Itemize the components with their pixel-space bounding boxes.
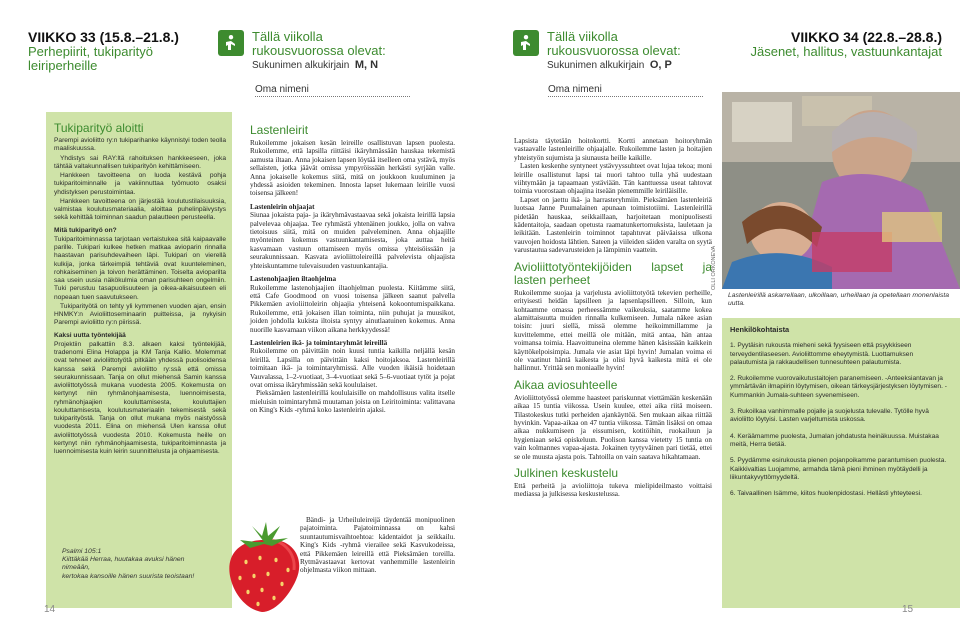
paragraph: Hankkeen tavoitteena on järjestää koulutustilaisuuksia, valmistaa koulutusmateriaalia, aloittaa puhelinpäivystys sekä kehittää toiminnan saadun palautteen perusteella.: [54, 197, 226, 222]
prayer-item: 6. Taivaallinen Isämme, kiitos huolenpidostasi. Hellästi yhteyteesi.: [730, 490, 922, 498]
left-week-subtitle-1: Perhepiirit, tukiparityö: [28, 44, 153, 59]
paragraph: Tukiparitoiminnassa tarjotaan vertaistukea sitä kaipaavalle parille. Tukipari kulkee hetken matkaa avioparin rinnalla haastavan parisuhdevaiheen läpi. Tukipari on vierellä kulkija, jonka tärkeimpiä tehtäviä ovat kuunteleminen, rohkaiseminen ja toivon herättäminen. Toiselta avioparilta saa usein uusia näkökulmia oman parisuhteen ongelmiin. Tuki perustuu tasapuolisuuteen ja oikea-aikaisuuteen eli nopeaan tuen saavutukseen.: [54, 235, 226, 301]
right-week-header: [750, 30, 942, 59]
prayer-line-1: Tällä viikolla: [547, 29, 618, 44]
paragraph: Rukoilemme suojaa ja varjelusta avioliittotyötä tekevien perheille, erityisesti heidän lapsilleen ja lapsenlapsilleen. Silloin, kun kohtaamme omassa perheessämme vaikeuksia, saatamme kokea alamittaisuutta muiden rinnalla kulkemiseen. Jumala näkee asian toisin: juuri siellä, missä olemme heikoimmillamme ja kuvittelemme, ettei meillä ole mitään, mitä antaa, hän antaa voimansa toimia. Haavoittuneina olemme hänen käsissään kaikkein käyttökelpoisimpia. Jumala vie asiat läpi hyvin! Jumalan voima ei ole vaatinut häntä kaikesta ja olisi hyvä kaikesta mitä ei ole hallinnut. Yrittää sen moniaalle hyvin!: [514, 288, 712, 373]
own-name-right[interactable]: Oma nimeni: [548, 84, 703, 97]
paragraph: Rukoilemme jokaisen kesän leireille osallistuvan lapsen puolesta. Rukoilemme, että lapsilla riittäisi ikäryhmässään hauskaa tekemistä aamusta iltaan. Anna jokaisen lapsen löytää itselleen oma ystävä, myös sellaisten, jotka jäävät omissa ympyröissään herkästi syrjään valle. Anna jokaiselle kokemus siitä, mitä on joukkoon kuuluminen ja yhdessä asioiden tekeminen. Innosta lapset lukemaan leirille vuosi toisensa jälkeen!: [250, 139, 455, 198]
right-prayer-box: [513, 30, 681, 73]
left-week-title: VIIKKO 33 (15.8.–21.8.): [28, 29, 179, 45]
paragraph: Lapsista täytetään hoitokortti. Kortti annetaan hoitoryhmän vastaavalle lastenleirille ohjaajalle. Rukoilemme lasten ja hoitajien yhteistyön sujumista ja siunausta heille kaikille.: [514, 137, 712, 162]
subheading: Lastenleirien ikä- ja toimintaryhmät leireillä: [250, 338, 388, 347]
prayer-item: 5. Pyydämme esirukousta pienen pojanpoikamme parantumisen puolesta. Kaikkivaltias Luojamme, armahda tämä pieni ihminen myötäydelli ja liikuntakyvyttömyydeltä.: [730, 457, 947, 481]
psalm-line: nimeään,: [62, 564, 90, 572]
henkilokohtaista-article: [730, 326, 952, 506]
subheading: Lastenleirin ohjaajat: [250, 202, 315, 211]
paragraph: Pieksämäen lastenleirillä koululaisille on mahdollisuus valita itselle mieluisin toimintaryhmä muutaman joista on Leiritoiminta: valittavana on King's Kids -ryhmä koko lastenleirin ajaksi.: [250, 389, 455, 415]
prayer-line-1: Tällä viikolla: [252, 29, 323, 44]
prayer-item: 1. Pyytäisin rukousta mieheni sekä fyysiseen että psyykkiseen terveydentilaseesen. Avioliittomme eheytymistä. Luottamuksen palautumista ja rakkaudellisen tunnesuhteen palautumista.: [730, 342, 914, 366]
page-number-left: 14: [44, 604, 56, 615]
paragraph: Lapset on jaettu ikä- ja harrasteryhmiin. Pieksämäen lastenleiriä luotsaa Janne Puumalainen apunaan toimistotiimi. Lastenleirillä pidetään hauskaa, seikkaillaan, harjoitetaan monipuolisesti kädentaitoja, saadaan opetusta raamatunkertomuksista, lauletaan ja leikitään. Lastenleirin toiminnot tapahtuvat päiväaissa ulkona vauvojen hoidosta lähtien. Sateen ja viileiden säiden varalta on syytä varustautua sadevarusteiden ja lämpimin vaattein.: [514, 195, 712, 255]
right-week-subtitle: Jäsenet, hallitus, vastuunkantajat: [750, 44, 942, 59]
surname-letters: M, N: [354, 59, 379, 71]
paragraph: Rukoilemme on päivittäin noin kuusi tuntia kaikilla neljällä kesän leirillä. Lapsilla on päivittäin kaksi hoitojaksoa. Lastenleirillä toimitaan ikä- ja toimintaryhmissä. Alle vuoden ikäisiä hoidetaan Vauvalassa, 1–2-vuotiaat, 3–4-vuotiaat sekä 5–6-vuotiaat tytöt ja pojat ovat omissa ikäryhmissään sekä koululaiset.: [250, 347, 455, 389]
lastenleirit-heading: Lastenleirit: [250, 123, 309, 137]
psalm-line: Kiittäkää Herraa, huutakaa avuksi hänen: [62, 556, 185, 564]
paragraph: Hankkeen tavoitteena on luoda kestävä pohja tukiparitoiminnalle ja vakiinnuttaa työmuoto osaksi yhdistyksen perustoimintaa.: [54, 172, 226, 196]
surname-letters: O, P: [649, 59, 672, 71]
lastenleirit-continued: [300, 516, 455, 575]
strawberry-image: [222, 518, 306, 614]
psalm-quote: [62, 548, 222, 581]
right-text-column: [514, 137, 712, 499]
tukiparityo-article: [54, 122, 226, 457]
left-week-header: [28, 30, 179, 73]
prayer-item: 4. Keräämamme puolesta, Jumalan johdatusta heinäkuussa. Muistakaa meitä, Herra tietää.: [730, 432, 939, 448]
left-prayer-box: [218, 30, 386, 73]
paragraph: Siunaa jokaista paja- ja ikäryhmävastaavaa sekä jokaista leirillä lapsia palvelevaa ohjaajaa. Tee ryhmästä yhtenäinen joukko, jolla on vahva tietoisuus siitä, mitä on muiden palveleminen. Anna ohjaajille myönteinen kokemus vastuunkantamisesta, joka auttaa heitä kasvamaan vastuun ottamiseen myös omissa yhteisöissään ja seurakunnissaan. Kasvata avioliittoleireillä palvelevista ohjaajista yhteiskuntamme tulevaisuuden vastuunkantajia.: [250, 211, 455, 270]
paragraph: Tukiparityötä on tehty yli kymmenen vuoden ajan, ensin HNMKY:n Avioliittoseminaarin puitteissa, ja nykyisin Parempi avioliitto ry:n piirissä.: [54, 302, 226, 327]
tukiparityo-heading: Tukiparityö aloitti: [54, 121, 144, 135]
surname-label: Sukunimen alkukirjain: [547, 60, 645, 71]
right-week-title: VIIKKO 34 (22.8.–28.8.): [791, 29, 942, 45]
page-number-right: 15: [902, 604, 914, 615]
paragraph: Rukoilemme lastenohjaajien iltaohjelman puolesta. Kiitämme siitä, että Cafe Goodmood on vuosi toisensa jälkeen saanut palvella Pikkemäen avioliittoleirin ohjaajia yhteisenä kokoontumispaikkana. Rukoilemme, että jokaisen illan toiminta, niin puhujat ja muusikot, joiden johdolla kukista iltoista syntyy ainutlaatuinen kokemus. Anna nuorille kasvamaan viikon aikana herkkyydessä!: [250, 283, 455, 334]
photo-credit-text: OLLI ORKONEVA: [711, 245, 717, 290]
praying-person-icon: [513, 30, 539, 56]
paragraph: Yhdistys sai RAY:ltä rahoituksen hankkeeseen, joka tähtää valtakunnallisen tukiparityön kehittämiseen.: [54, 154, 226, 170]
psalm-ref: Psalmi 105:1: [62, 548, 102, 555]
photo-caption: Lastenleirillä askarrellaan, ulkoillaan, urheillaan ja opetellaan monenlaista uutta.: [728, 292, 950, 307]
avioliittotyontekijat-heading: Avioliittotyöntekijöiden lapset ja lasten perheet: [514, 259, 712, 287]
prayer-item: 2. Rukoilemme vuorovaikutustaitojen paranemiseen. -Anteeksiantavan ja ymmärtävän ilmapiirin löytymisen, oikean tärkeysjärjestyksen löytymisen. -Kummankin Jumala-suhteen syvenemiseen.: [730, 375, 947, 399]
prayer-line-2: rukousvuorossa olevat:: [547, 43, 681, 58]
photo-credit: [711, 240, 719, 290]
surname-label: Sukunimen alkukirjain: [252, 60, 350, 71]
julkinen-keskustelu-heading: Julkinen keskustelu: [514, 466, 619, 480]
subheading: Mitä tukiparityö on?: [54, 226, 117, 234]
camp-photo: [722, 92, 960, 289]
paragraph: Parempi avioliitto ry:n tukiparihanke käynnistyi toden teolla maaliskuussa.: [54, 137, 226, 153]
paragraph: Lasten keskenhe syntyneet ystävyyssuhteet ovat lujaa tekoa; moni leirille osallistunut lapsi tai nuori tahtoo tulla yhä uudestaan viihtymään ja tapaamaan ystäviään. Tän kanttuessa useat tahtovat toimia vuorostaan ohjaajina itseään pienemmille leiriläisille.: [514, 162, 712, 196]
prayer-item: 3. Rukoilkaa vanhimmalle pojalle ja suojelusta tulevalle. Tytölle hyvä avioliitto löytyisi. Lasten varjeltumista uskossa.: [730, 408, 929, 424]
own-name-left[interactable]: Oma nimeni: [255, 84, 410, 97]
aikaa-aviosuhteelle-heading: Aikaa aviosuhteelle: [514, 377, 618, 392]
paragraph: Että perheitä ja avioliittoja tukeva mielipideilmasto voittaisi mediassa ja julkisessa keskustelussa.: [514, 482, 712, 499]
paragraph: Bändi- ja Urheiluleireijä täydentää monipuolinen pajatoiminta. Pajatoiminnassa on kahsi suuntautumisvaihtoehtoa: kädentaidot ja seikkailu. King's Kids -ryhmä vierailee sekä Kasvukodeissa, että Pikkemäen leireillä että Pieksämäen toreilla. Rytmävastaavat kertovat vanhemmille lastenleirin ohjelmasta viikon mittaan.: [300, 516, 455, 575]
subheading: Lastenohjaajien iltaohjelma: [250, 275, 337, 284]
subheading: Kaksi uutta työntekijää: [54, 331, 126, 339]
praying-person-icon: [218, 30, 244, 56]
prayer-line-2: rukousvuorossa olevat:: [252, 43, 386, 58]
henkilokohtaista-heading: Henkilökohtaista: [730, 325, 790, 334]
left-week-subtitle-2: leiriperheille: [28, 58, 98, 73]
lastenleirit-article: [250, 124, 455, 415]
paragraph: Avioliittotyössä olemme haasteet pariskunnat viettämään keskenään aikaa 15 tuntia viikossa. Usein kuulee, ettei aika riitä moiseen. Tilastokeskus tutki perheiden ajankäyttöä. Sen mukaan aikaa riittää hyvinkin. Vapaa-aikaa on 47 tuntia viikossa. Tämän lisäksi on omaa aikaa nukkumiseen ja eissumisen, kotitöihin, ruokailuun ja hygieniaan sekä opiskeluun. Puolison kanssa vietetty 15 tuntia on vain kolmannes vapaa-ajasta. Jokainen tyytyväinen pari tietää, ettei se ole muusta ajasta pois. Tahtoilla on vain saatava hikahtamaan.: [514, 393, 712, 461]
psalm-line: kertokaa kansoille hänen suurista teoistaan!: [62, 572, 195, 580]
paragraph: Projektiin palkattiin 8.3. alkaen kaksi työntekijää, tradenomi Elina Holappa ja KM Tanja Kallio. Molemmat ovat tehneet avioliittotyötä pitkään yhdessä puolisoidensa kanssa sekä Parempi avioliitto ry:ssä että omissa seurakunnissaan. Tanja on ollut miehensä Samin kanssa avioliittotyössä mukana vuodesta 2005. Kokemusta on kertynyt niin ryhmänohjaamisesta, luennoimisesta, ryhmänohjaajien kouluttamisesta, kouluttajien kouluttamisesta, koulutusmateriaalin tekemisestä sekä tukiparityöstä. Tanja on ollut mukana myös naistyössä vuodesta 2011. Elina on miehensä Ulen kanssa ollut avioliittotyössä vuodesta 2010. Kokemusta heille on kertynyt niin ryhmänohjaamisesta, tukiparitoiminnasta ja luennoimisesta kuin leirin suunnittelusta ja ohjaamisesta.: [54, 340, 226, 455]
